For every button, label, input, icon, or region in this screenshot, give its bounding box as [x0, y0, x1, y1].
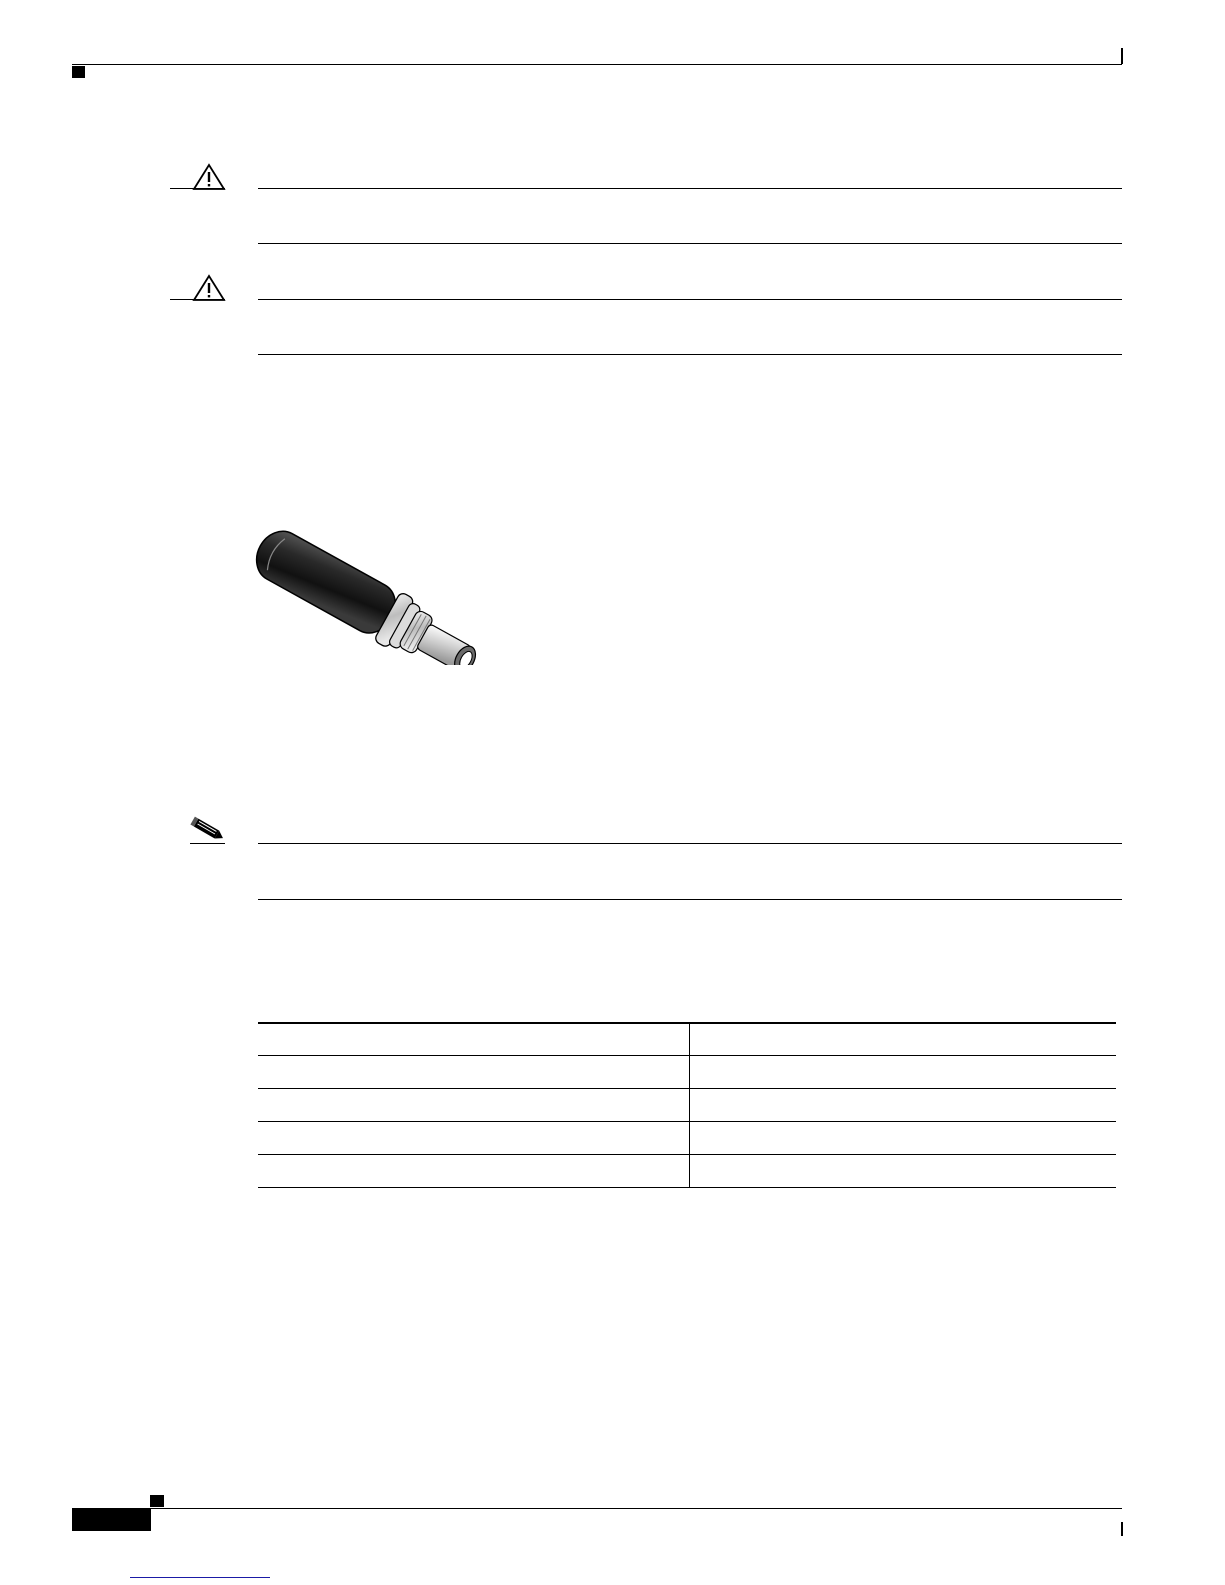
table-row-rule — [258, 1088, 1116, 1089]
caution-icon-underline — [170, 299, 225, 300]
caution-bottom-rule — [258, 243, 1122, 244]
table-row-rule — [258, 1055, 1116, 1056]
table-row-rule — [258, 1154, 1116, 1155]
note-block — [0, 815, 1225, 910]
caution-block-2 — [0, 271, 1225, 361]
footer-link-underline — [130, 1577, 270, 1578]
pencil-note-icon — [188, 815, 228, 845]
table-bottom-rule — [258, 1187, 1116, 1188]
warning-triangle-icon — [192, 274, 226, 302]
warning-triangle-icon — [192, 163, 226, 191]
footer-rule — [72, 1508, 1122, 1509]
header-corner-square — [72, 66, 85, 78]
fiber-connector-illustration — [245, 485, 515, 665]
caution-icon-underline — [170, 188, 225, 189]
table-row-rule — [258, 1121, 1116, 1122]
table-top-rule — [258, 1022, 1116, 1024]
table-column-divider — [689, 1023, 690, 1187]
caution-top-rule — [258, 299, 1122, 300]
caution-block-1 — [0, 160, 1225, 250]
caution-top-rule — [258, 188, 1122, 189]
header-rule — [72, 64, 1122, 65]
note-top-rule — [258, 843, 1122, 844]
footer-tab-square — [150, 1495, 164, 1507]
footer-right-tick — [1121, 1522, 1123, 1536]
header-right-tick — [1121, 48, 1123, 64]
caution-bottom-rule — [258, 354, 1122, 355]
note-bottom-rule — [258, 899, 1122, 900]
footer-page-tab — [72, 1509, 151, 1531]
note-icon-underline — [190, 843, 225, 844]
